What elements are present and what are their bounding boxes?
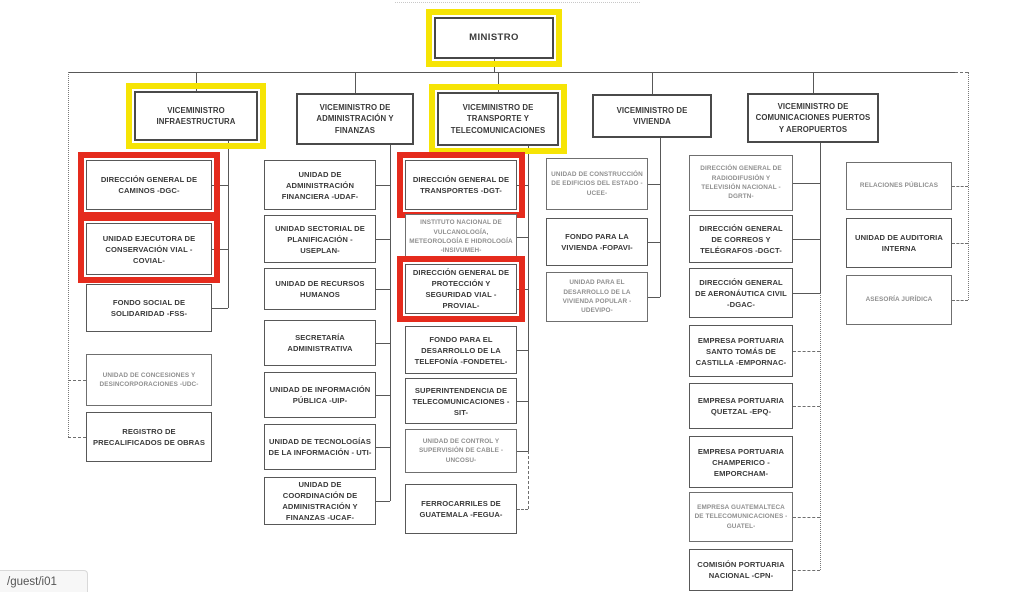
- org-node-label: MINISTRO: [469, 32, 519, 44]
- org-connector-line: [793, 570, 820, 571]
- org-node-udevipo: [546, 272, 648, 322]
- org-connector-line: [793, 517, 820, 518]
- org-node-label: DIRECCIÓN GENERAL DE RADIODIFUSIÓN Y TELEVISIÓN NACIONAL -DGRTN-: [700, 165, 782, 201]
- org-node-label: DIRECCIÓN GENERAL DE TRANSPORTES -DGT-: [412, 175, 510, 195]
- org-node-fegua: [405, 484, 517, 534]
- org-node-label: ASESORÍA JURÍDICA: [865, 296, 933, 304]
- org-node-label: UNIDAD PARA EL DESARROLLO DE LA VIVIENDA POPULAR -UDEVIPO-: [562, 279, 632, 315]
- org-connector-line: [528, 451, 529, 509]
- org-node-label: VICEMINISTRO DE ADMINISTRACIÓN Y FINANZAS: [316, 103, 394, 135]
- org-connector-line: [813, 72, 814, 93]
- org-connector-line: [395, 2, 640, 3]
- org-connector-line: [793, 183, 820, 184]
- org-node-udaf: [264, 160, 376, 210]
- org-connector-line: [68, 72, 69, 437]
- org-connector-line: [952, 300, 968, 301]
- org-node-vice-vivienda: [592, 94, 712, 138]
- org-node-auditoria-interna: [846, 218, 952, 268]
- org-connector-line: [517, 401, 528, 402]
- org-node-empornac: [689, 325, 793, 377]
- org-connector-line: [390, 145, 391, 501]
- org-connector-line: [212, 249, 228, 250]
- org-connector-line: [196, 72, 197, 91]
- org-connector-line: [376, 447, 390, 448]
- org-node-label: EMPRESA GUATEMALTECA DE TELECOMUNICACIONES -GUATEL-: [694, 504, 788, 530]
- org-node-emporcham: [689, 436, 793, 488]
- org-connector-line: [376, 185, 390, 186]
- org-connector-line: [793, 351, 820, 352]
- org-node-label: EMPRESA PORTUARIA CHAMPERICO -EMPORCHAM-: [697, 446, 785, 478]
- org-node-insivumeh: [405, 214, 517, 260]
- org-node-label: VICEMINISTRO DE VIVIENDA: [616, 105, 688, 126]
- org-node-label: SECRETARÍA ADMINISTRATIVA: [287, 333, 353, 353]
- org-node-label: UNIDAD DE CONSTRUCCIÓN DE EDIFICIOS DEL ESTADO - UCEE-: [551, 171, 643, 197]
- status-bubble-url: /guest/i01: [7, 575, 57, 588]
- browser-status-bubble: [0, 570, 88, 592]
- org-connector-line: [517, 237, 528, 238]
- org-connector-line: [517, 350, 528, 351]
- org-node-label: EMPRESA PORTUARIA SANTO TOMÁS DE CASTILLA -EMPORNAC-: [695, 335, 787, 367]
- org-node-vice-transporte-telecomunicaciones: [437, 92, 559, 146]
- org-node-dgt: [405, 160, 517, 210]
- org-node-fondetel: [405, 326, 517, 374]
- org-connector-line: [68, 437, 86, 438]
- org-node-label: DIRECCIÓN GENERAL DE AERONÁUTICA CIVIL -DGAC-: [695, 277, 787, 309]
- org-connector-line: [952, 186, 968, 187]
- org-node-epq: [689, 383, 793, 429]
- org-connector-line: [793, 293, 820, 294]
- org-node-label: VICEMINISTRO INFRAESTRUCTURA: [156, 105, 236, 126]
- org-node-label: UNIDAD EJECUTORA DE CONSERVACIÓN VIAL -COVIAL-: [102, 233, 196, 265]
- org-connector-line: [793, 406, 820, 407]
- org-node-guatel: [689, 492, 793, 542]
- org-node-registro-precalificados-obras: [86, 412, 212, 462]
- org-node-vice-comunicaciones-puertos-aeropuertos: [747, 93, 879, 143]
- org-node-vice-administracion-finanzas: [296, 93, 414, 145]
- org-node-label: DIRECCIÓN GENERAL DE PROTECCIÓN Y SEGURIDAD VIAL -PROVIAL-: [412, 268, 510, 310]
- org-connector-line: [660, 138, 661, 297]
- org-node-label: DIRECCIÓN GENERAL DE CAMINOS -DGC-: [100, 175, 198, 195]
- org-node-secretaria-administrativa: [264, 320, 376, 366]
- org-connector-line: [376, 343, 390, 344]
- org-connector-line: [793, 239, 820, 240]
- org-node-uncosu: [405, 429, 517, 473]
- org-node-label: COMISIÓN PORTUARIA NACIONAL -CPN-: [697, 560, 785, 580]
- org-node-label: UNIDAD DE TECNOLOGÍAS DE LA INFORMACIÓN - UTI-: [268, 437, 372, 457]
- org-node-ministro: [434, 17, 554, 59]
- org-node-dgc: [86, 160, 212, 210]
- org-connector-line: [528, 146, 529, 451]
- org-connector-line: [820, 293, 821, 570]
- org-node-label: UNIDAD DE RECURSOS HUMANOS: [275, 279, 365, 299]
- org-node-vice-infraestructura: [134, 91, 258, 141]
- org-node-covial: [86, 223, 212, 275]
- org-node-label: VICEMINISTRO DE TRANSPORTE Y TELECOMUNICACIONES: [450, 103, 546, 135]
- org-connector-line: [648, 184, 660, 185]
- org-connector-line: [952, 243, 968, 244]
- org-connector-line: [498, 72, 499, 92]
- org-node-label: FERROCARRILES DE GUATEMALA -FEGUA-: [419, 499, 503, 519]
- org-connector-line: [376, 289, 390, 290]
- org-node-asesoria-juridica: [846, 275, 952, 325]
- org-connector-line: [955, 72, 968, 73]
- org-node-label: VICEMINISTRO DE COMUNICACIONES PUERTOS Y AEROPUERTOS: [755, 102, 871, 134]
- org-connector-line: [376, 501, 390, 502]
- org-node-sit: [405, 378, 517, 424]
- org-node-label: EMPRESA PORTUARIA QUETZAL -EPQ-: [697, 396, 785, 416]
- org-node-label: UNIDAD DE CONCESIONES Y DESINCORPORACIONES -UDC-: [99, 371, 199, 388]
- org-connector-line: [820, 143, 821, 293]
- org-connector-line: [517, 509, 528, 510]
- org-connector-line: [355, 72, 356, 93]
- org-connector-line: [228, 141, 229, 308]
- org-connector-line: [652, 72, 653, 94]
- org-node-dgac: [689, 268, 793, 318]
- org-connector-line: [968, 72, 969, 300]
- org-node-useplan: [264, 215, 376, 263]
- org-node-label: RELACIONES PÚBLICAS: [859, 182, 939, 190]
- org-node-label: FONDO PARA EL DESARROLLO DE LA TELEFONÍA -FONDETEL-: [414, 334, 508, 366]
- org-node-label: REGISTRO DE PRECALIFICADOS DE OBRAS: [93, 427, 205, 447]
- org-node-label: FONDO SOCIAL DE SOLIDARIDAD -FSS-: [110, 298, 188, 318]
- org-node-label: INSTITUTO NACIONAL DE VULCANOLOGÍA, METEOROLOGÍA E HIDROLOGÍA -INSIVUMEH-: [409, 219, 513, 255]
- org-node-relaciones-publicas: [846, 162, 952, 210]
- org-node-label: UNIDAD DE AUDITORIA INTERNA: [855, 233, 943, 253]
- org-node-ucaf: [264, 477, 376, 525]
- org-connector-line: [212, 308, 228, 309]
- org-connector-line: [212, 185, 228, 186]
- org-node-label: DIRECCIÓN GENERAL DE CORREOS Y TELÉGRAFOS -DGCT-: [699, 223, 783, 255]
- org-connector-line: [376, 239, 390, 240]
- org-node-label: UNIDAD DE ADMINISTRACIÓN FINANCIERA -UDAF-: [281, 169, 359, 201]
- org-node-uip: [264, 372, 376, 418]
- org-connector-line: [68, 380, 86, 381]
- org-node-label: UNIDAD SECTORIAL DE PLANIFICACIÓN -USEPLAN-: [275, 223, 365, 255]
- org-node-provial: [405, 264, 517, 314]
- org-node-dgrtn: [689, 155, 793, 211]
- org-node-label: FONDO PARA LA VIVIENDA -FOPAVI-: [561, 232, 633, 252]
- org-node-label: UNIDAD DE CONTROL Y SUPERVISIÓN DE CABLE -UNCOSU-: [418, 438, 504, 464]
- org-connector-line: [494, 59, 495, 72]
- org-node-cpn: [689, 549, 793, 591]
- org-connector-line: [517, 451, 528, 452]
- org-node-label: SUPERINTENDENCIA DE TELECOMUNICACIONES -SIT-: [412, 385, 510, 417]
- org-connector-line: [68, 72, 955, 73]
- org-connector-line: [517, 289, 528, 290]
- org-connector-line: [648, 297, 660, 298]
- org-node-uti: [264, 424, 376, 470]
- org-node-fss: [86, 284, 212, 332]
- org-node-recursos-humanos: [264, 268, 376, 310]
- org-node-udc: [86, 354, 212, 406]
- org-connector-line: [648, 242, 660, 243]
- org-node-fopavi: [546, 218, 648, 266]
- org-connector-line: [517, 185, 528, 186]
- org-node-ucee: [546, 158, 648, 210]
- org-node-dgct: [689, 215, 793, 263]
- org-connector-line: [376, 395, 390, 396]
- org-node-label: UNIDAD DE INFORMACIÓN PÚBLICA -UIP-: [269, 385, 371, 405]
- org-node-label: UNIDAD DE COORDINACIÓN DE ADMINISTRACIÓN Y FINANZAS -UCAF-: [282, 480, 358, 522]
